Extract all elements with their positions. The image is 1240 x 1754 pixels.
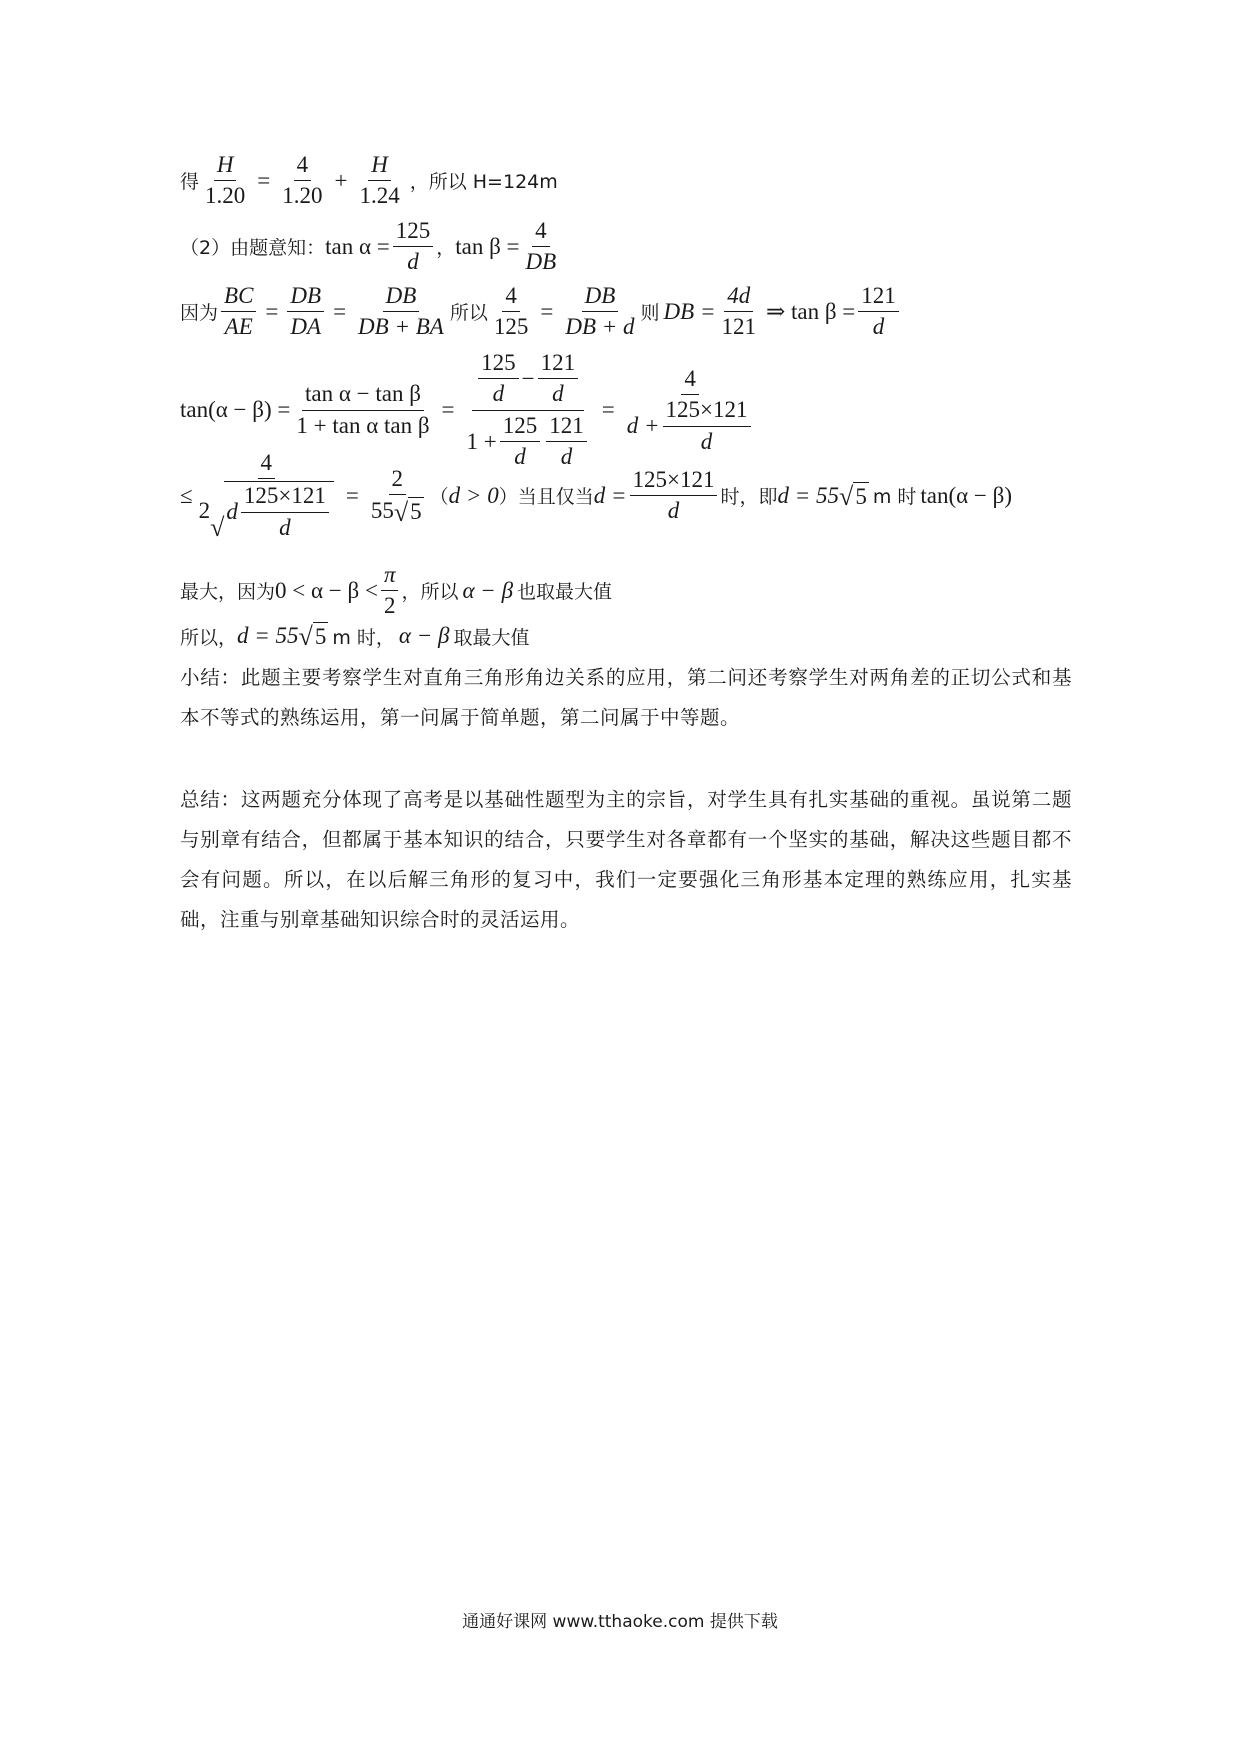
equation-line-2: （2）由题意知： tan α = $\frac{125}{d}$ ， tan β = $\frac{4}{DB}$ (180, 218, 562, 276)
fraction: $\frac{DB}{DB + d}$ (565, 283, 635, 340)
equation-line-4: tan(α − β) = $\frac{\text{tan α − tan β}}{\text{1 + tan α tan β}}$ = $\frac{125}{d}$ − $\frac{121}{d}$ 1 + $\frac{125}{d}$ $\frac{121}{d}$ = 4 d + $\frac{125\times 121}{d}$ (180, 350, 760, 471)
fraction: $\frac{BC}{AE}$ (221, 283, 256, 341)
fraction: $\frac{\pi}{2}$ (381, 562, 399, 620)
equation-line-3: 因为 $\frac{BC}{AE}$ = $\frac{DB}{DA}$ = $\frac{DB}{DB + BA}$ 所以 $\frac{4}{125}$ = $\frac{DB}{DB + d}$ 则 DB = $\frac{4d}{121}$ ⇒ tan β = $\frac{121}{d}$ (180, 283, 902, 341)
text-result: ，所以 H=124m (409, 171, 558, 194)
compound-fraction: $\frac{125}{d}$ − $\frac{121}{d}$ 1 + $\frac{125}{d}$ $\frac{121}{d}$ (464, 350, 593, 471)
page-footer: 通通好课网 www.tthaoke.com 提供下载 (462, 1612, 778, 1632)
summary-paragraph: 小结：此题主要考察学生对直角三角形角边关系的应用，第二问还考察学生对两角差的正切公式和基本不等式的熟练运用，第一问属于简单题，第二问属于中等题。 (180, 666, 1072, 729)
fraction: $\frac{121}{d}$ (858, 283, 899, 341)
equation-line-7: 所以， d = 55 √ 5 m 时， α − β 取最大值 (180, 622, 530, 651)
fraction: $\frac{4d}{121}$ (721, 283, 756, 340)
fraction: $\frac{125\times 121}{d}$ (630, 467, 718, 525)
fraction: $\frac{H}{1.20}$ (205, 152, 246, 209)
fraction: 2 55 √ 5 (370, 465, 422, 527)
fraction: $\frac{H}{1.24}$ (359, 152, 400, 209)
fraction: $\frac{\text{tan α − tan β}}{\text{1 + tan α tan β}}$ (296, 381, 430, 438)
fraction: $\frac{125}{d}$ (393, 218, 434, 276)
fraction: $\frac{4}{125}$ (493, 283, 529, 340)
fraction: $\frac{DB}{DB + BA}$ (358, 283, 444, 340)
conclusion-paragraph: 总结：这两题充分体现了高考是以基础性题型为主的宗旨，对学生具有扎实基础的重视。虽说第二题与别章有结合，但都属于基本知识的结合，只要学生对各章都有一个坚实的基础，解决这些题目都不会有问题。所以，在以后解三角形的复习中，我们一定要强化三角形基本定理的熟练应用，扎实基础，注重与别章基础知识综合时的灵活运用。 (180, 788, 1072, 931)
equation-line-1: 得 $\frac{H}{1.20}$ = $\frac{4}{1.20}$ + $\frac{H}{1.24}$ ，所以 H=124m (180, 152, 558, 209)
fraction: 4 d + $\frac{125\times 121}{d}$ (624, 366, 757, 455)
text-de: 得 (180, 171, 200, 194)
fraction: $\frac{4}{1.20}$ (282, 152, 323, 209)
equation-line-5: ≤ 4 2 √ d $\frac{125\times 121}{d}$ = 2 55 √ 5 （ d > 0 ）当且仅当 d = $\frac{125\times 121}{d}$ 时，即 d = 55 √ 5 m 时 tan(α − β) (180, 450, 1013, 543)
fraction: $\frac{DB}{DA}$ (287, 283, 324, 341)
equation-line-6: 最大，因为 0 < α − β < $\frac{\pi}{2}$ ，所以 α − β 也取最大值 (180, 562, 613, 619)
fraction: 4 2 √ d $\frac{125\times 121}{d}$ (196, 450, 337, 541)
text-label: （2）由题意知： (180, 237, 326, 260)
fraction: $\frac{4}{DB}$ (525, 218, 557, 275)
